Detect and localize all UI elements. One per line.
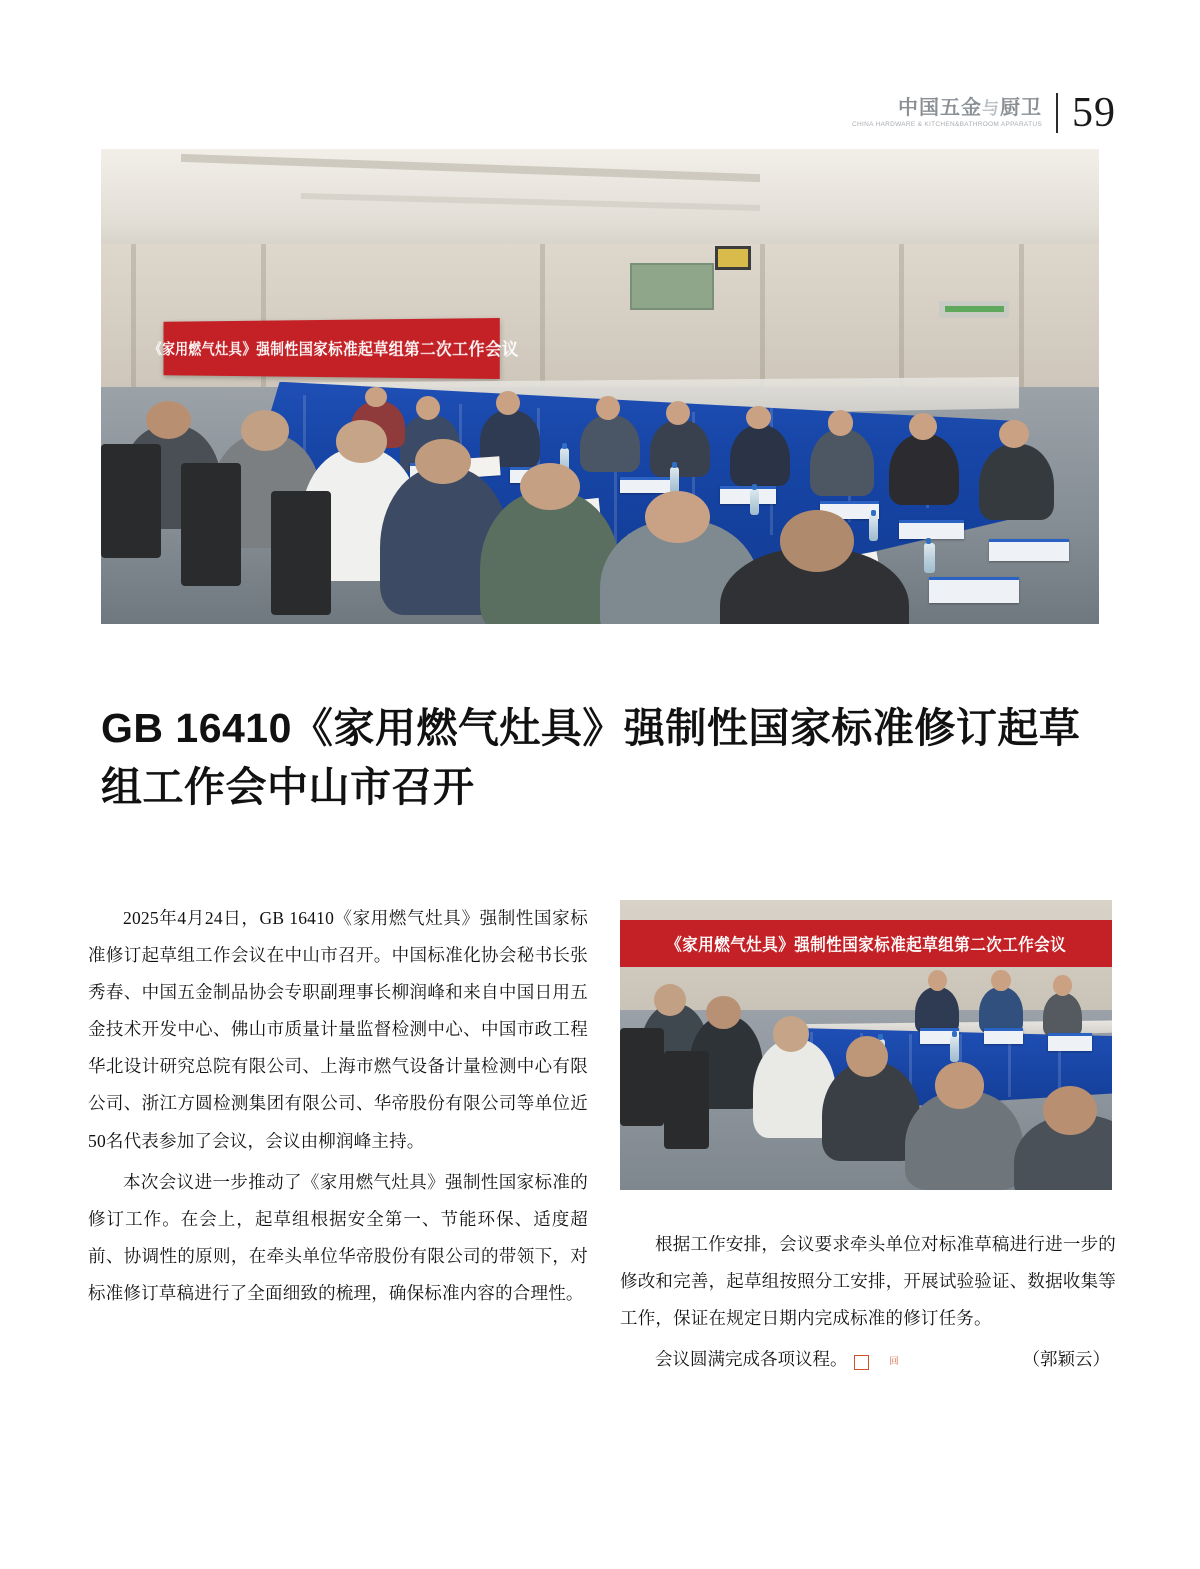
participant-head — [1053, 975, 1072, 995]
nameplate — [620, 477, 674, 493]
chair — [620, 1028, 664, 1127]
body-column-left — [88, 900, 588, 1316]
nameplate — [899, 520, 964, 539]
participant-back — [480, 491, 620, 624]
masthead-title-part2: 厨卫 — [1000, 96, 1042, 119]
nameplate — [1048, 1033, 1092, 1051]
masthead-title-part1: 中国五金 — [898, 96, 982, 119]
paragraph: 根据工作安排，会议要求牵头单位对标准草稿进行进一步的修改和完善，起草组按照分工安排，开展试验验证、数据收集等工作，保证在规定日期内完成标准的修订任务。 — [620, 1234, 1116, 1329]
participant — [1043, 993, 1082, 1037]
participant — [979, 444, 1054, 520]
paragraph: 本次会议进一步推动了《家用燃气灶具》强制性国家标准的修订工作。在会上，起草组根据安全第一、节能环保、适度超前、协调性的原则，在牵头单位华帝股份有限公司的带领下，对标准修订草稿进行了全面细致的梳理，确保标准内容的合理性。 — [88, 1171, 588, 1303]
secondary-meeting-banner-text: 《家用燃气灶具》强制性国家标准起草组第二次工作会议 — [665, 936, 1067, 955]
body-column-right — [620, 1226, 1116, 1378]
page-number: 59 — [1072, 90, 1116, 136]
participant-head — [416, 396, 440, 420]
chair — [664, 1051, 708, 1150]
exit-sign-icon — [715, 246, 751, 270]
participant — [810, 429, 875, 496]
masthead-subtitle-en: CHINA HARDWARE & KITCHEN&BATHROOM APPARATUS — [852, 120, 1042, 128]
participant — [915, 987, 959, 1033]
participant-head — [780, 510, 855, 572]
wall-seam — [131, 244, 136, 396]
participant — [580, 415, 640, 472]
header-divider — [1056, 93, 1058, 133]
chair — [181, 463, 241, 587]
meeting-banner — [149, 318, 519, 379]
wall-seam — [1019, 244, 1024, 396]
nameplate — [720, 486, 776, 503]
wall-seam — [760, 244, 765, 396]
secondary-photo — [620, 900, 1112, 1190]
paragraph: 2025年4月24日，GB 16410《家用燃气灶具》强制性国家标准修订起草组工作会议在中山市召开。中国标准化协会秘书长张秀春、中国五金制品协会专职副理事长柳润峰和来自中国日用五金技术开发中心、佛山市质量计量监督检测中心、中国市政工程华北设计研究总院有限公司、上海市燃气设备计量检测中心有限公司、浙江方圆检测集团有限公司、华帝股份有限公司等单位近50名代表参加了会议，会议由柳润峰主持。 — [88, 908, 588, 1151]
participant-head — [706, 996, 740, 1029]
participant — [650, 420, 710, 477]
participant-head — [496, 391, 520, 415]
participant-head — [146, 401, 191, 439]
secondary-meeting-banner — [620, 920, 1112, 966]
meeting-banner-text: 《家用燃气灶具》强制性国家标准起草组第二次工作会议 — [149, 340, 519, 360]
chair — [101, 444, 161, 558]
participant-head — [935, 1062, 984, 1108]
participant-head — [336, 420, 388, 463]
wall-display-screen — [630, 263, 714, 310]
wall-seam — [540, 244, 545, 396]
article-title: GB 16410《家用燃气灶具》强制性国家标准修订起草组工作会中山市召开 — [101, 705, 1081, 810]
participant — [889, 434, 959, 505]
closing-line-row — [620, 1341, 1116, 1378]
participant — [979, 987, 1023, 1033]
participant-head — [520, 463, 580, 511]
masthead-title-cn — [898, 98, 1042, 118]
participant-head — [828, 410, 854, 436]
participant-head — [241, 410, 289, 450]
wall-seam — [899, 244, 904, 396]
article-author: （郭颖云） — [1022, 1349, 1110, 1370]
participant-head — [1043, 1086, 1097, 1135]
participant — [730, 425, 790, 487]
masthead-title-sep: 与 — [982, 98, 1000, 118]
participant-head — [596, 396, 620, 420]
air-conditioner-panel — [939, 301, 1009, 318]
nameplate-foreground — [929, 577, 1019, 604]
end-mark-icon: 回 — [854, 1355, 869, 1370]
participant-head — [645, 491, 710, 543]
participant-head — [666, 401, 690, 425]
participant-head — [746, 406, 771, 430]
participant-head — [846, 1036, 888, 1077]
closing-line: 会议圆满完成各项议程。 — [655, 1349, 848, 1370]
nameplate — [984, 1028, 1023, 1044]
hero-ceiling — [101, 149, 1099, 254]
page-header — [852, 92, 1116, 134]
hero-photo-room — [101, 149, 1099, 624]
masthead — [852, 98, 1042, 129]
chair — [271, 491, 331, 615]
hero-photo — [101, 149, 1099, 624]
nameplate — [989, 539, 1069, 561]
